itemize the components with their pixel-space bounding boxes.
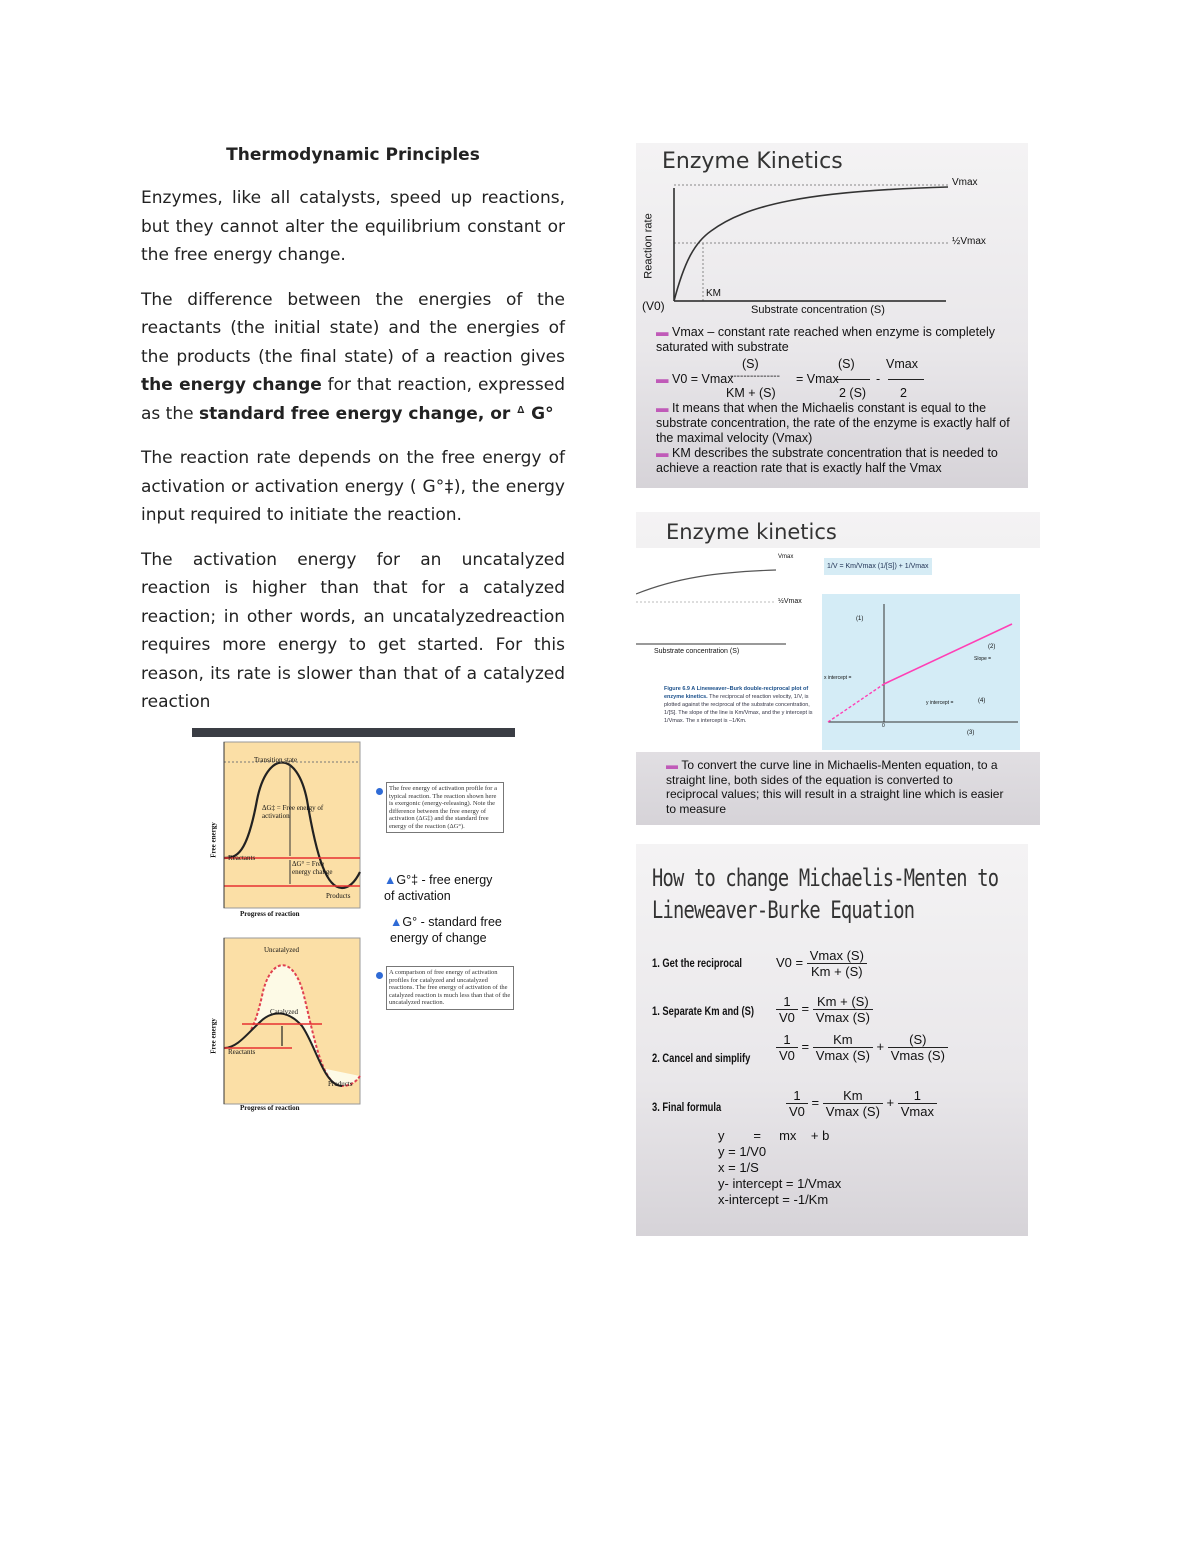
transition-state-label: Transition state (254, 756, 298, 764)
products-label-2: Products (328, 1080, 353, 1088)
figure-title: Enzyme kinetics (666, 520, 837, 544)
eq-den3: 2 (900, 386, 907, 400)
eq-frac-line (888, 379, 924, 380)
v0-label: (V0) (642, 299, 665, 313)
step-final: 3. Final formula (652, 1100, 722, 1114)
y-axis-label-2: Free energy (209, 1018, 218, 1054)
catalyzed-label: Catalyzed (270, 1008, 298, 1016)
eq-den1: KM + (S) (726, 386, 776, 400)
rate-curve (674, 187, 948, 301)
reactants-label-2: Reactants (228, 1048, 256, 1056)
bold-term: the energy change (141, 375, 322, 395)
dg-change-label: ΔG° = Free energy change (292, 860, 333, 876)
eq-s1: (S) (742, 357, 759, 371)
eq-frac-line (836, 379, 870, 380)
bold-term: standard free energy change, or ᐞ G° (198, 403, 554, 424)
reactants-label: Reactants (228, 854, 256, 862)
vmax-label: Vmax (952, 177, 978, 188)
mm-to-lb-figure (636, 844, 1028, 1236)
slope-label: Slope = (974, 656, 992, 662)
paragraph-energy-change (141, 286, 565, 429)
enzyme-kinetics-figure (636, 143, 1028, 488)
step-separate: 1. Separate Km and (S) (652, 1004, 754, 1018)
x-axis-label: Substrate concentration (S) (654, 648, 740, 655)
dg-activation-label: ΔG‡ = Free energy of activation (262, 804, 324, 820)
label-2: (2) (988, 644, 996, 650)
x-intercept-def: x-intercept = -1/Km (718, 1192, 829, 1207)
eq-step4: $\frac{1}{V0}$ = $\frac{Km}{Vmax (S)}$ + $\frac{1}{Vmax}$ (786, 1088, 937, 1119)
eq-lhs: ▬ V0 = Vmax (656, 372, 734, 386)
km-definition: ▬ KM describes the substrate concentration that is needed to achieve a reaction rate that is exactly half the Vmax (656, 446, 998, 475)
callout-1-marker (376, 788, 383, 795)
half-vmax-label: ½Vmax (778, 598, 802, 605)
paragraph-reaction-rate: The reaction rate depends on the free energy of activation or activation energy ( G°‡), the energy input required to initiate the reaction. (141, 448, 565, 525)
plot-background (822, 594, 1020, 750)
callout-2-marker (376, 972, 383, 979)
label-1: (1) (856, 616, 864, 622)
paragraph-activation-energy: The activation energy for an uncatalyzed reaction is higher than that for a catalyzed reaction; in other words, an uncatalyzedreaction requires more energy to get started. For this reason, its rate is slower than that of a catalyzed reaction (141, 549, 565, 712)
eq-dash2: - (876, 372, 881, 386)
callout-1: The free energy of activation profile for a typical reaction. The reaction shown here is exergonic (energy-releasing). Note the difference between the free energy of activation (ΔG‡) and the standard free energy of the reaction (ΔG°). (386, 782, 504, 833)
figure-title (652, 862, 998, 926)
y-def: y = 1/V0 (718, 1144, 767, 1159)
legend-activation: ▲G°‡ - free energy of activation (384, 873, 493, 903)
rate-curve (636, 570, 776, 594)
figure-top-bar (192, 728, 515, 737)
products-label: Products (326, 892, 351, 900)
figure-title: Enzyme Kinetics (662, 149, 843, 174)
lineweaver-burk-figure (636, 512, 1040, 825)
y-axis-label: Free energy (209, 822, 218, 858)
label-4: (4) (978, 698, 986, 704)
km-label: KM (706, 288, 721, 299)
km-half-explanation: ▬ It means that when the Michaelis constant is equal to the substrate concentration, the rate of the enzyme is exactly half of the maximal velocity (Vmax) (656, 401, 1010, 445)
y-intercept-def: y- intercept = 1/Vmax (718, 1176, 842, 1191)
text-run: for that reaction, expressed as the (141, 375, 565, 424)
michaelis-menten-plot (636, 143, 1028, 323)
lb-plot (822, 594, 1020, 750)
text-column (141, 140, 565, 733)
activation-profile-plot (222, 740, 362, 936)
legend-standard: ▲G° - standard free energy of change (390, 915, 502, 945)
eq-s2: (S) (838, 357, 855, 371)
eq-step1: V0 = $\frac{Vmax (S)}{Km + (S)}$ (776, 948, 867, 979)
text-run: The difference between the energies of the reactants (the initial state) and the energies of the products (the final state) of a reaction gives (141, 289, 565, 367)
eq-step2: $\frac{1}{V0}$ = $\frac{Km + (S)}{Vmax (S)}$ (776, 994, 873, 1025)
vmax-label: Vmax (778, 554, 794, 560)
linear-form (718, 1128, 841, 1208)
eq-step3: $\frac{1}{V0}$ = $\frac{Km}{Vmax (S)}$ + $\frac{(S)}{\text{Vmas (S)}}$ (776, 1032, 948, 1063)
figure-caption: Figure 6.9 A Lineweaver–Burk double-reciprocal plot of enzyme kinetics. The reciprocal of reaction velocity, 1/V, is plotted against the reciprocal of the substrate concentration, 1/[S]. The slope of the line is Km/Vmax, and the y intercept is 1/Vmax. The x intercept is –1/Km. (664, 686, 813, 724)
x-axis-label: Progress of reaction (240, 910, 300, 918)
y-axis-label: Reaction rate (642, 213, 655, 279)
eq-vmax: Vmax (886, 357, 918, 371)
step-cancel: 2. Cancel and simplify (652, 1051, 751, 1065)
callout-2: A comparison of free energy of activation profiles for catalyzed and uncatalyzed reactions. The free energy of activation of the catalyzed reaction is much less than that of the uncatalyzed reaction. (386, 966, 514, 1010)
eq-mid: = Vmax (796, 372, 839, 386)
title-line-2: Lineweaver-Burke Equation (652, 896, 915, 924)
vmax-definition: ▬ Vmax – constant rate reached when enzyme is completely saturated with substrate (656, 325, 996, 354)
title-line-1: How to change Michaelis-Menten to (652, 864, 999, 892)
label-3: (3) (967, 730, 975, 736)
y-intercept-label: y intercept = (926, 700, 954, 706)
eq-dash: --------------- (730, 371, 780, 382)
origin-label: 0 (882, 723, 885, 729)
x-intercept-label: x intercept = (824, 675, 852, 681)
step-get-reciprocal: 1. Get the reciprocal (652, 956, 743, 970)
x-axis-label-2: Progress of reaction (240, 1104, 300, 1112)
x-def: x = 1/S (718, 1160, 759, 1175)
half-vmax-label: ½Vmax (952, 236, 986, 247)
paragraph-catalysts: Enzymes, like all catalysts, speed up reactions, but they cannot alter the equilibrium constant or the free energy change. (141, 188, 565, 265)
uncatalyzed-label: Uncatalyzed (264, 946, 299, 954)
x-axis-label: Substrate concentration (S) (751, 304, 885, 316)
free-energy-figure (192, 728, 515, 1118)
linear-eq: y = mx + b (718, 1128, 830, 1143)
section-heading: Thermodynamic Principles (226, 145, 480, 165)
eq-den2: 2 (S) (839, 386, 867, 400)
conversion-note: ▬ To convert the curve line in Michaelis-Menten equation, to a straight line, both sides of the equation is converted to reciprocal values; this will result in a straight line which is easier to measure (666, 758, 1004, 816)
lb-formula: 1/V = Km/Vmax (1/[S]) + 1/Vmax (824, 558, 932, 575)
